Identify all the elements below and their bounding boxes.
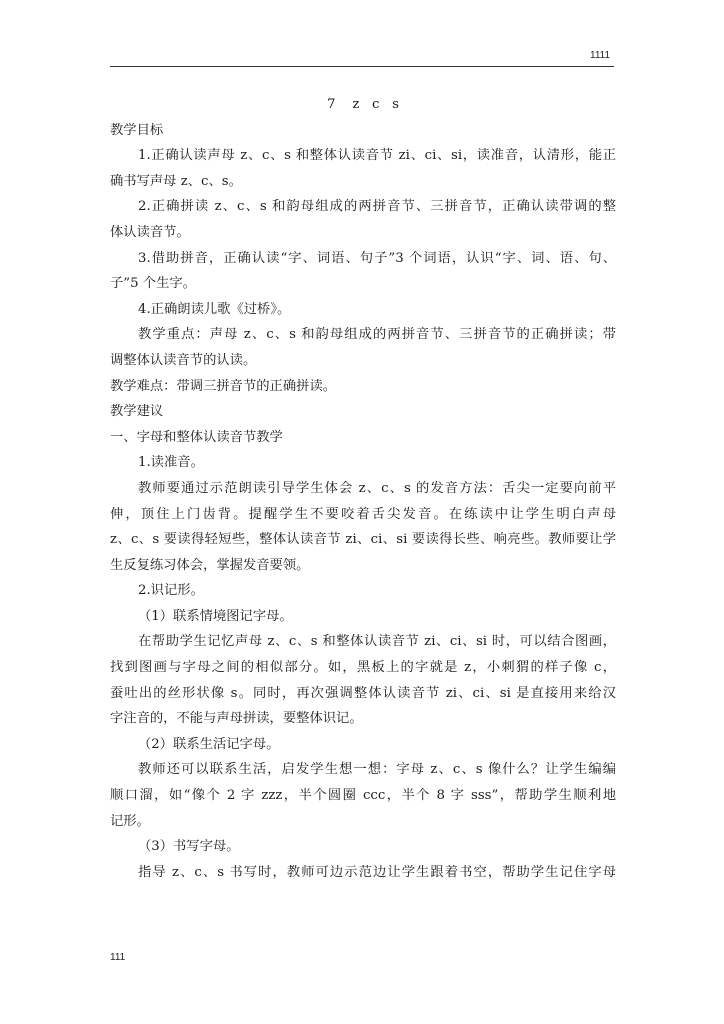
key-point-line-1: 教学重点：声母 z、c、s 和韵母组成的两拼音节、三拼音节的正确拼读；带 <box>138 327 616 343</box>
lesson-title: 7 z c s <box>326 97 399 112</box>
goal-2-line-1: 2.正确拼读 z、c、s 和韵母组成的两拼音节、三拼音节，正确认读带调的整 <box>138 199 616 215</box>
goal-3-line-1: 3.借助拼音，正确认读“字、词语、句子”3 个词语，认识“字、词、语、句、 <box>138 250 616 266</box>
para-1-line-2: 伸，顶住上门齿背。提醒学生不要咬着舌尖发音。在练读中让学生明白声母 <box>110 506 616 522</box>
para-1-line-1: 教师要通过示范朗读引导学生体会 z、c、s 的发音方法：舌尖一定要向前平 <box>138 480 616 496</box>
para-1-line-4: 生反复练习体会，掌握发音要领。 <box>110 557 310 573</box>
difficulty: 教学难点：带调三拼音节的正确拼读。 <box>110 378 337 394</box>
para-2-line-3: 蚕吐出的丝形状像 s。同时，再次强调整体认读音节 zi、ci、si 是直接用来给汉 <box>110 685 616 701</box>
para-3-line-3: 记形。 <box>110 813 150 829</box>
sub-3-heading: （3）书写字母。 <box>138 839 240 855</box>
point-2-heading: 2.识记形。 <box>138 583 204 599</box>
section-goals-heading: 教学目标 <box>110 122 164 138</box>
part-1-heading: 一、字母和整体认读音节教学 <box>110 429 283 445</box>
point-1-heading: 1.读准音。 <box>138 455 204 471</box>
goal-1-line-2: 确书写声母 z、c、s。 <box>110 173 242 189</box>
para-2-line-4: 字注音的，不能与声母拼读，要整体识记。 <box>110 711 363 727</box>
goal-4: 4.正确朗读儿歌《过桥》。 <box>138 301 291 317</box>
para-4-line-1: 指导 z、c、s 书写时，教师可边示范边让学生跟着书空，帮助学生记住字母 <box>138 864 616 880</box>
para-2-line-2: 找到图画与字母之间的相似部分。如，黑板上的字就是 z，小刺猬的样子像 c， <box>110 660 616 676</box>
header-page-code: 1111 <box>590 50 611 61</box>
para-3-line-2: 顺口溜，如“像个 2 字 zzz，半个圆圈 ccc，半个 8 字 sss”，帮助学生顺利地 <box>110 788 616 804</box>
goal-2-line-2: 体认读音节。 <box>110 224 190 240</box>
para-2-line-1: 在帮助学生记忆声母 z、c、s 和整体认读音节 zi、ci、si 时，可以结合图画， <box>138 634 616 650</box>
sub-2-heading: （2）联系生活记字母。 <box>138 736 280 752</box>
para-3-line-1: 教师还可以联系生活，启发学生想一想：字母 z、c、s 像什么？让学生编编 <box>138 762 616 778</box>
footer-page-code: 111 <box>110 952 126 963</box>
document-body <box>110 92 616 885</box>
para-1-line-3: z、c、s 要读得轻短些，整体认读音节 zi、ci、si 要读得长些、响亮些。教师要让学 <box>110 532 616 548</box>
sub-1-heading: （1）联系情境图记字母。 <box>138 608 293 624</box>
goal-1-line-1: 1.正确认读声母 z、c、s 和整体认读音节 zi、ci、si，读准音，认清形，能正 <box>138 148 616 164</box>
key-point-line-2: 调整体认读音节的认读。 <box>110 352 257 368</box>
goal-3-line-2: 子”5 个生字。 <box>110 276 196 292</box>
section-suggestions-heading: 教学建议 <box>110 404 164 420</box>
header-rule <box>110 66 614 67</box>
